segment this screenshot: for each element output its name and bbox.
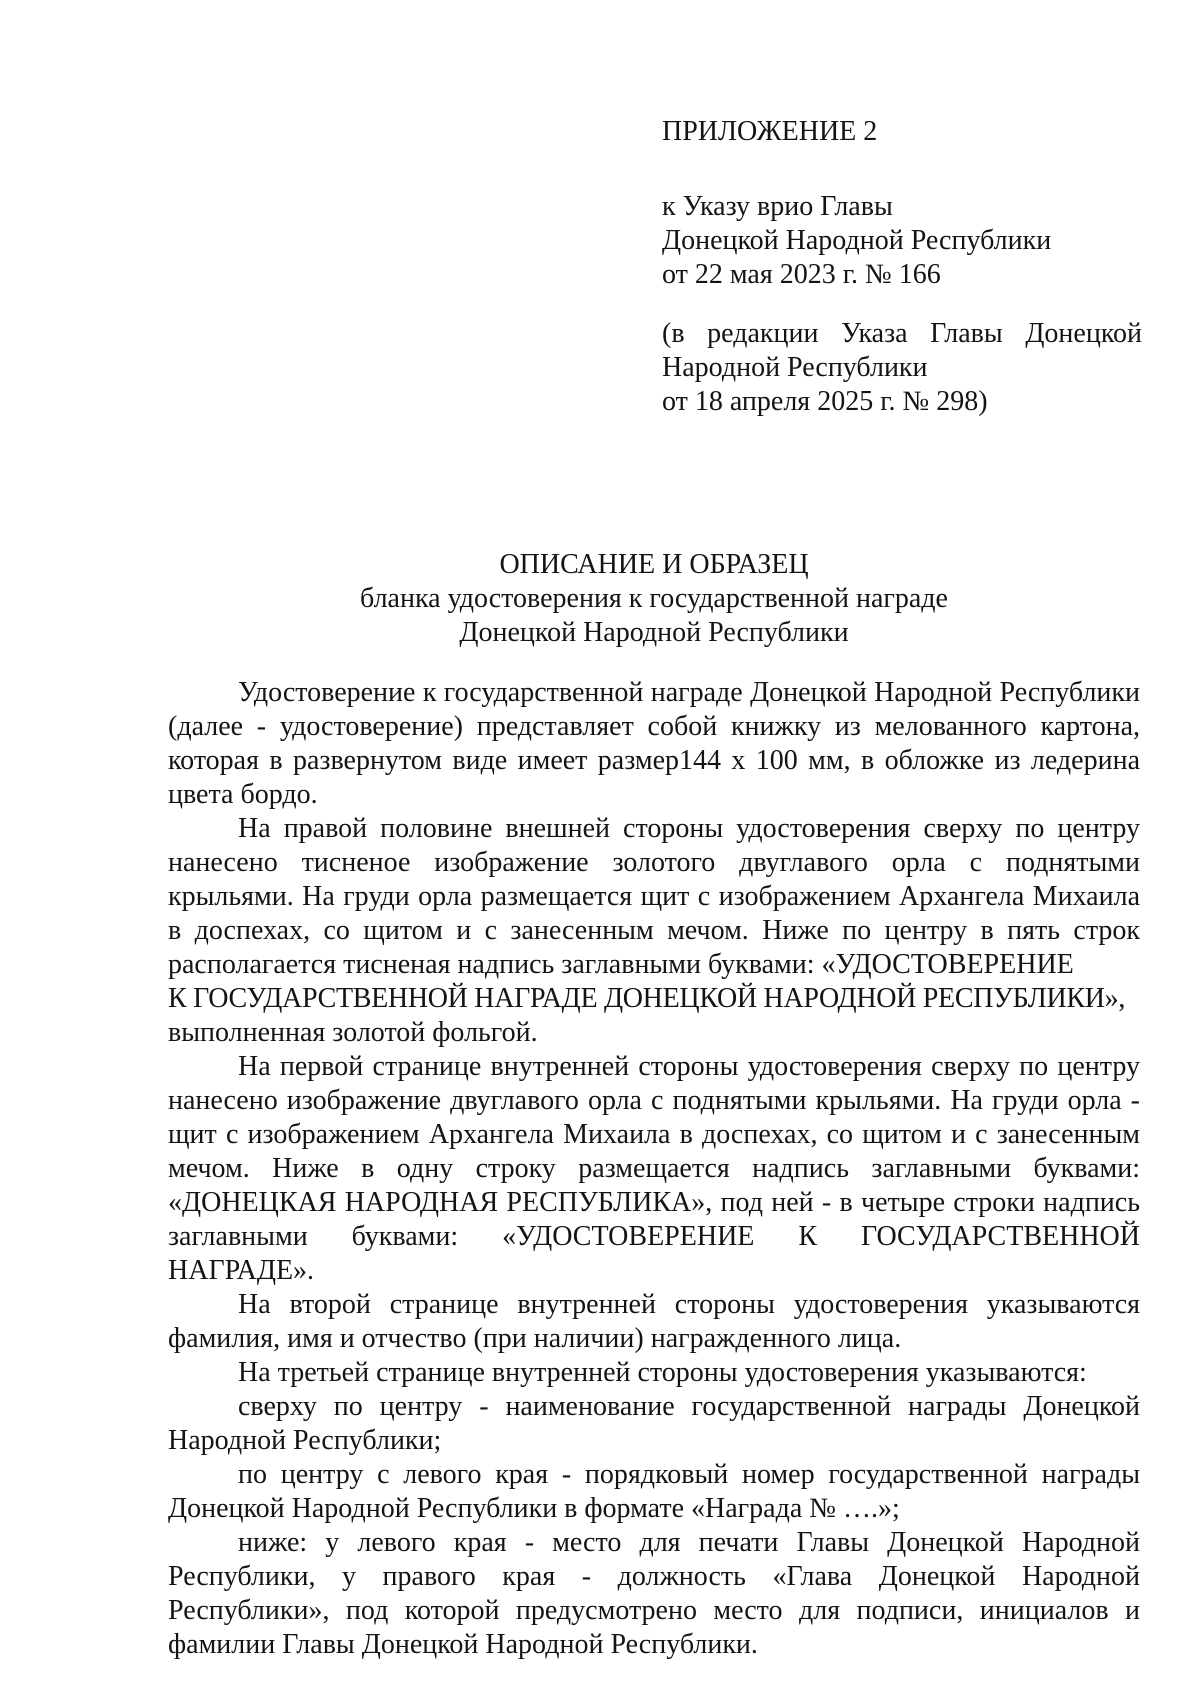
paragraph-8: ниже: у левого края - место для печати Главы Донецкой Народной Республики, у правого края - должность «Глава Донецкой Народной Республики», под которой предусмотрено место для подписи, инициалов и фамилии Главы Донецкой Народной Республики. [168,1527,1140,1660]
document-body [168,676,1140,1662]
edition-line-1: (в редакции Указа Главы Донецкой [662,318,1142,349]
paragraph-2 [168,812,1140,1050]
appendix-reference [662,190,1142,292]
paragraph-4: На второй странице внутренней стороны удостоверения указываются фамилия, имя и отчество (при наличии) награжденного лица. [168,1289,1140,1354]
paragraph-3: На первой странице внутренней стороны удостоверения сверху по центру нанесено изображение двуглавого орла с поднятыми крыльями. На груди орла - щит с изображением Архангела Михаила в доспехах, со щитом и с занесенным мечом. Ниже в одну строку размещается надпись заглавными буквами: «ДОНЕЦКАЯ НАРОДНАЯ РЕСПУБЛИКА», под ней - в четыре строки надпись заглавными буквами: «УДОСТОВЕРЕНИЕ К ГОСУДАРСТВЕННОЙ НАГРАДЕ». [168,1051,1140,1286]
heading-subtitle-1: бланка удостоверения к государственной награде [360,583,948,614]
appendix-title: ПРИЛОЖЕНИЕ 2 [662,116,878,147]
appendix-ref-line-2: Донецкой Народной Республики [662,225,1052,256]
paragraph-7: по центру с левого края - порядковый номер государственной награды Донецкой Народной Республики в формате «Награда № ….»; [168,1459,1140,1524]
edition-line-3: от 18 апреля 2025 г. № 298) [662,386,988,417]
document-heading [168,548,1140,650]
paragraph-5: На третьей странице внутренней стороны удостоверения указываются: [238,1357,1087,1388]
appendix-ref-line-1: к Указу врио Главы [662,191,893,222]
paragraph-6: сверху по центру - наименование государственной награды Донецкой Народной Республики; [168,1391,1140,1456]
heading-title: ОПИСАНИЕ И ОБРАЗЕЦ [499,549,809,580]
edition-line-2: Народной Республики [662,352,928,383]
paragraph-2-text-b: выполненная золотой фольгой. [168,1017,538,1048]
paragraph-1: Удостоверение к государственной награде Донецкой Народной Республики (далее - удостоверение) представляет собой книжку из мелованного картона, которая в развернутом виде имеет размер144 х 100 мм, в обложке из ледерина цвета бордо. [168,677,1140,810]
heading-subtitle-2: Донецкой Народной Республики [459,617,849,648]
appendix-edition-note [662,317,1142,419]
appendix-ref-line-3: от 22 мая 2023 г. № 166 [662,259,941,290]
paragraph-2-caps-line: К ГОСУДАРСТВЕННОЙ НАГРАДЕ ДОНЕЦКОЙ НАРОДНОЙ РЕСПУБЛИКИ», [168,983,1126,1014]
paragraph-2-text-a: На правой половине внешней стороны удостоверения сверху по центру нанесено тисненое изображение золотого двуглавого орла с поднятыми крыльями. На груди орла размещается щит с изображением Архангела Михаила в доспехах, со щитом и с занесенным мечом. Ниже по центру в пять строк располагается тисненая надпись заглавными буквами: «УДОСТОВЕРЕНИЕ [168,813,1140,980]
